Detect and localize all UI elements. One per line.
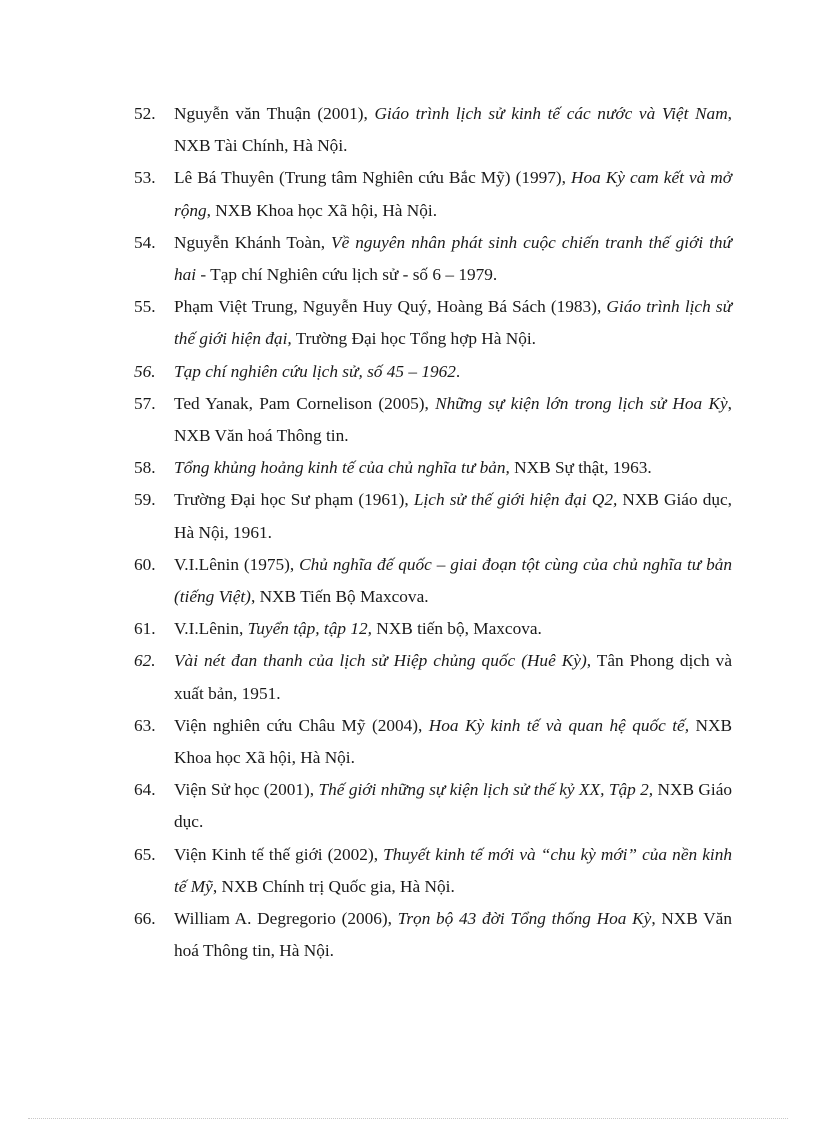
reference-publisher: , NXB Chính trị Quốc gia, Hà Nội. (212, 876, 455, 896)
reference-publisher: NXB Giáo dục, Hà Nội, 1961. (174, 490, 732, 542)
reference-number: 61. (134, 619, 156, 639)
reference-publisher: , NXB Tiến Bộ Maxcova. (250, 587, 429, 607)
reference-item (134, 356, 732, 388)
reference-author: Nguyễn Khánh Toàn, (174, 232, 332, 252)
reference-author: Phạm Việt Trung, Nguyễn Huy Quý, Hoàng Bá Sách (1983), (174, 297, 607, 317)
reference-publisher: NXB Giáo dục. (174, 780, 733, 832)
reference-publisher: , NXB Văn hoá Thông tin, Hà Nội. (174, 909, 732, 961)
reference-publisher: NXB Sự thật, 1963. (509, 458, 652, 478)
reference-number: 62. (134, 651, 156, 671)
reference-item (134, 710, 732, 774)
reference-title: Tạp chí nghiên cứu lịch sử, số 45 – 1962 (174, 361, 456, 381)
reference-number: 54. (134, 232, 156, 252)
reference-number: 65. (134, 844, 156, 864)
reference-publisher: NXB tiến bộ, Maxcova. (371, 619, 542, 639)
reference-number: 55. (134, 297, 156, 317)
page-bottom-divider (28, 1118, 788, 1119)
reference-number: 52. (134, 104, 156, 123)
reference-list (134, 98, 732, 967)
reference-title: Thế giới những sự kiện lịch sử thế kỷ XX, Tập 2, (318, 780, 654, 800)
reference-item (134, 452, 732, 484)
reference-item (134, 162, 732, 226)
reference-title: Hoa Kỳ kinh tế và quan hệ quốc tế, (428, 715, 690, 735)
reference-title: Thuyết kinh tế mới và “chu kỳ mới” của nền kinh tế Mỹ (174, 844, 732, 896)
reference-publisher: . (455, 361, 461, 381)
reference-title: Giáo trình lịch sử kinh tế các nước và Việt Nam (374, 104, 728, 123)
reference-number: 59. (134, 490, 156, 510)
reference-author: Trường Đại học Sư phạm (1961), (174, 490, 414, 510)
reference-number: 58. (134, 458, 156, 478)
reference-item (134, 774, 732, 838)
reference-number: 64. (134, 780, 156, 800)
reference-number: 57. (134, 393, 156, 413)
reference-publisher: - Tạp chí Nghiên cứu lịch sử - số 6 – 1979. (196, 265, 498, 285)
reference-author: Viện Kinh tế thế giới (2002), (174, 844, 384, 864)
reference-author: Nguyễn văn Thuận (2001), (174, 104, 375, 123)
reference-item (134, 98, 732, 162)
reference-number: 66. (134, 909, 156, 929)
reference-item (134, 613, 732, 645)
reference-number: 60. (134, 554, 156, 574)
reference-title: Trọn bộ 43 đời Tổng thống Hoa Kỳ (397, 909, 652, 929)
reference-publisher: NXB Khoa học Xã hội, Hà Nội. (174, 715, 732, 768)
reference-title: Giáo trình lịch sử thế giới hiện đại, (174, 297, 732, 349)
reference-publisher: , Tân Phong dịch và xuất bản, 1951. (174, 651, 732, 703)
reference-item (134, 839, 732, 903)
reference-title: Vài nét đan thanh của lịch sử Hiệp chủng quốc (Huê Kỳ) (174, 651, 587, 671)
reference-publisher: , NXB Tài Chính, Hà Nội. (174, 104, 732, 156)
reference-item (134, 291, 732, 355)
reference-author: Ted Yanak, Pam Cornelison (2005), (174, 393, 436, 413)
reference-title: Về nguyên nhân phát sinh cuộc chiến tranh thế giới thứ hai (174, 232, 732, 285)
reference-number: 63. (134, 715, 156, 735)
reference-author: V.I.Lênin, (174, 619, 248, 639)
reference-author: William A. Degregorio (2006), (174, 909, 398, 929)
reference-title: Những sự kiện lớn trong lịch sử Hoa Kỳ (435, 393, 728, 413)
reference-publisher: , NXB Văn hoá Thông tin. (174, 393, 732, 446)
reference-item (134, 549, 732, 613)
reference-author: Viện nghiên cứu Châu Mỹ (2004), (174, 715, 429, 735)
reference-item (134, 903, 732, 967)
reference-title: Hoa Kỳ cam kết và mở rộng (174, 168, 732, 220)
reference-publisher: Trường Đại học Tổng hợp Hà Nội. (291, 329, 537, 349)
reference-author: Viện Sử học (2001), (174, 780, 319, 800)
reference-item (134, 388, 732, 452)
reference-author: Lê Bá Thuyên (Trung tâm Nghiên cứu Bắc Mỹ) (1997), (174, 168, 571, 188)
reference-title: Tổng khủng hoảng kinh tế của chủ nghĩa tư bản, (174, 458, 510, 478)
reference-author: V.I.Lênin (1975), (174, 554, 300, 574)
reference-number: 53. (134, 168, 156, 188)
reference-item (134, 645, 732, 709)
reference-item (134, 484, 732, 548)
reference-number: 56. (134, 361, 156, 381)
reference-title: Lịch sử thế giới hiện đại Q2, (413, 490, 618, 510)
reference-item (134, 227, 732, 291)
reference-title: Chủ nghĩa đế quốc – giai đoạn tột cùng của chủ nghĩa tư bản (tiếng Việt) (174, 554, 733, 607)
reference-title: Tuyển tập, tập 12, (247, 619, 372, 639)
reference-publisher: , NXB Khoa học Xã hội, Hà Nội. (206, 200, 438, 220)
